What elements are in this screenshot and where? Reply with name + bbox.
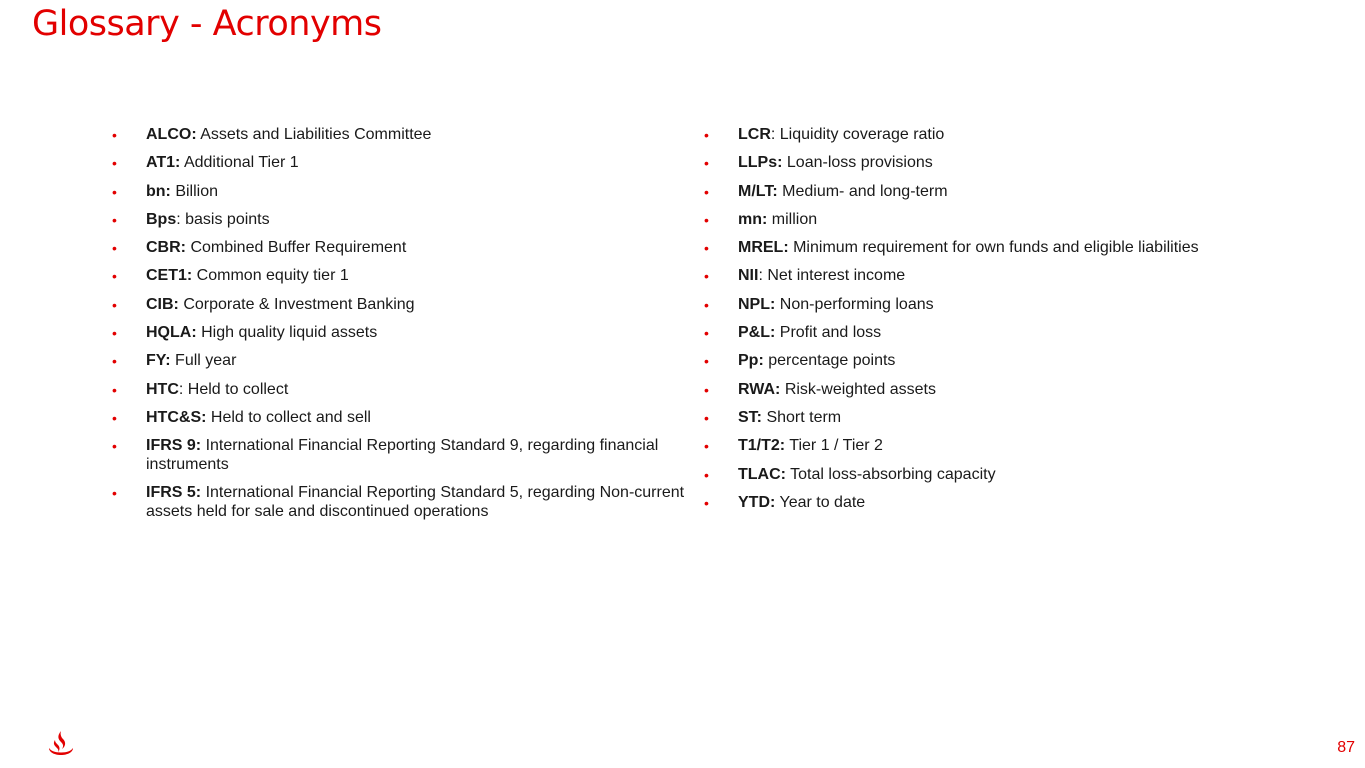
bullet-icon: • [704, 127, 709, 143]
glossary-term: CET1: [146, 267, 193, 285]
glossary-item [112, 324, 692, 343]
glossary-item [112, 484, 692, 521]
bullet-icon: • [112, 381, 117, 398]
glossary-definition: Combined Buffer Requirement [186, 239, 407, 257]
bullet-icon: • [704, 155, 709, 172]
bullet-icon: • [112, 240, 117, 257]
bullet-icon: • [704, 466, 709, 483]
glossary-term: MREL: [738, 239, 789, 257]
page-title: Glossary - Acronyms [32, 4, 382, 44]
glossary-term: bn: [146, 182, 171, 200]
glossary-definition: Total loss-absorbing capacity [785, 465, 996, 483]
glossary-definition: High quality liquid assets [196, 324, 378, 342]
glossary-definition: Medium- and long-term [777, 182, 948, 200]
glossary-item [112, 437, 692, 474]
glossary-item [704, 239, 1264, 258]
glossary-definition: Profit and loss [775, 324, 882, 342]
glossary-definition: Billion [170, 182, 219, 200]
glossary-term: IFRS 5: [146, 484, 202, 502]
glossary-item [112, 296, 692, 315]
glossary-definition: : Net interest income [758, 267, 906, 285]
bullet-icon: • [704, 240, 709, 257]
glossary-term: NII [738, 267, 759, 285]
glossary-definition: percentage points [763, 352, 896, 370]
bullet-icon: • [704, 438, 709, 455]
glossary-definition: Full year [170, 352, 237, 370]
glossary-definition: million [767, 210, 818, 228]
bullet-icon: • [704, 183, 709, 200]
glossary-right-column [704, 126, 1264, 522]
bullet-icon: • [112, 353, 117, 370]
glossary-item [704, 183, 1264, 202]
glossary-definition: International Financial Reporting Standard 5, regarding Non-current assets held for sale and discontinued operations [146, 484, 685, 520]
bullet-icon: • [704, 325, 709, 342]
glossary-definition: Tier 1 / Tier 2 [785, 437, 883, 455]
glossary-term: T1/T2: [738, 437, 786, 455]
glossary-definition: Additional Tier 1 [180, 154, 299, 172]
glossary-definition: Risk-weighted assets [780, 380, 936, 398]
glossary-definition: Minimum requirement for own funds and eligible liabilities [788, 239, 1199, 257]
bullet-icon: • [112, 409, 117, 426]
glossary-item [112, 267, 692, 286]
bullet-icon: • [704, 381, 709, 398]
glossary-term: LLPs: [738, 154, 783, 172]
page-number: 87 [1337, 739, 1355, 756]
glossary-term: YTD: [738, 493, 776, 511]
bullet-icon: • [112, 211, 117, 228]
glossary-term: TLAC: [738, 465, 786, 483]
glossary-item [112, 211, 692, 230]
bullet-icon: • [704, 494, 709, 511]
bullet-icon: • [704, 409, 709, 426]
glossary-term: HQLA: [146, 324, 197, 342]
glossary-item [704, 267, 1264, 286]
glossary-definition: Common equity tier 1 [192, 267, 349, 285]
glossary-item [704, 466, 1264, 485]
glossary-item [704, 409, 1264, 428]
glossary-item [704, 437, 1264, 456]
glossary-item [112, 183, 692, 202]
glossary-definition: Non-performing loans [775, 295, 934, 313]
glossary-term: Pp: [738, 352, 764, 370]
glossary-term: ALCO: [146, 126, 197, 143]
glossary-definition: Short term [762, 408, 842, 426]
glossary-item [112, 154, 692, 173]
glossary-term: CBR: [146, 239, 186, 257]
glossary-definition: Held to collect and sell [206, 408, 371, 426]
glossary-item [704, 494, 1264, 513]
glossary-item [704, 126, 1264, 145]
glossary-definition: Assets and Liabilities Committee [196, 126, 432, 143]
bullet-icon: • [704, 268, 709, 285]
glossary-term: NPL: [738, 295, 776, 313]
glossary-item [704, 324, 1264, 343]
glossary-item [704, 352, 1264, 371]
glossary-item [112, 409, 692, 428]
bullet-icon: • [112, 155, 117, 172]
glossary-item [112, 381, 692, 400]
glossary-item [112, 352, 692, 371]
santander-flame-icon [47, 730, 75, 756]
bullet-icon: • [112, 268, 117, 285]
glossary-definition: : Held to collect [178, 380, 289, 398]
glossary-item [112, 239, 692, 258]
glossary-term: P&L: [738, 324, 776, 342]
bullet-icon: • [704, 296, 709, 313]
glossary-term: RWA: [738, 380, 781, 398]
glossary-term: HTC [146, 380, 179, 398]
glossary-term: ST: [738, 408, 762, 426]
glossary-term: mn: [738, 210, 768, 228]
bullet-icon: • [112, 296, 117, 313]
glossary-term: CIB: [146, 295, 179, 313]
bullet-icon: • [112, 485, 117, 502]
glossary-definition: International Financial Reporting Standard 9, regarding financial instruments [146, 437, 659, 473]
glossary-item [704, 154, 1264, 173]
bullet-icon: • [704, 211, 709, 228]
glossary-term: Bps [146, 210, 177, 228]
glossary-item [704, 381, 1264, 400]
glossary-term: IFRS 9: [146, 437, 202, 455]
bullet-icon: • [112, 183, 117, 200]
glossary-item [112, 126, 692, 145]
glossary-term: AT1: [146, 154, 181, 172]
bullet-icon: • [112, 127, 117, 143]
glossary-term: FY: [146, 352, 171, 370]
glossary-definition: Corporate & Investment Banking [178, 295, 415, 313]
glossary-item [704, 211, 1264, 230]
glossary-definition: Loan-loss provisions [782, 154, 933, 172]
glossary-term: HTC&S: [146, 408, 207, 426]
glossary-left-column [112, 126, 692, 531]
glossary-definition: Year to date [775, 493, 866, 511]
bullet-icon: • [112, 325, 117, 342]
glossary-term: M/LT: [738, 182, 778, 200]
bullet-icon: • [112, 438, 117, 455]
glossary-term: LCR [738, 126, 771, 143]
bullet-icon: • [704, 353, 709, 370]
glossary-definition: : Liquidity coverage ratio [770, 126, 945, 143]
glossary-definition: : basis points [176, 210, 270, 228]
glossary-item [704, 296, 1264, 315]
